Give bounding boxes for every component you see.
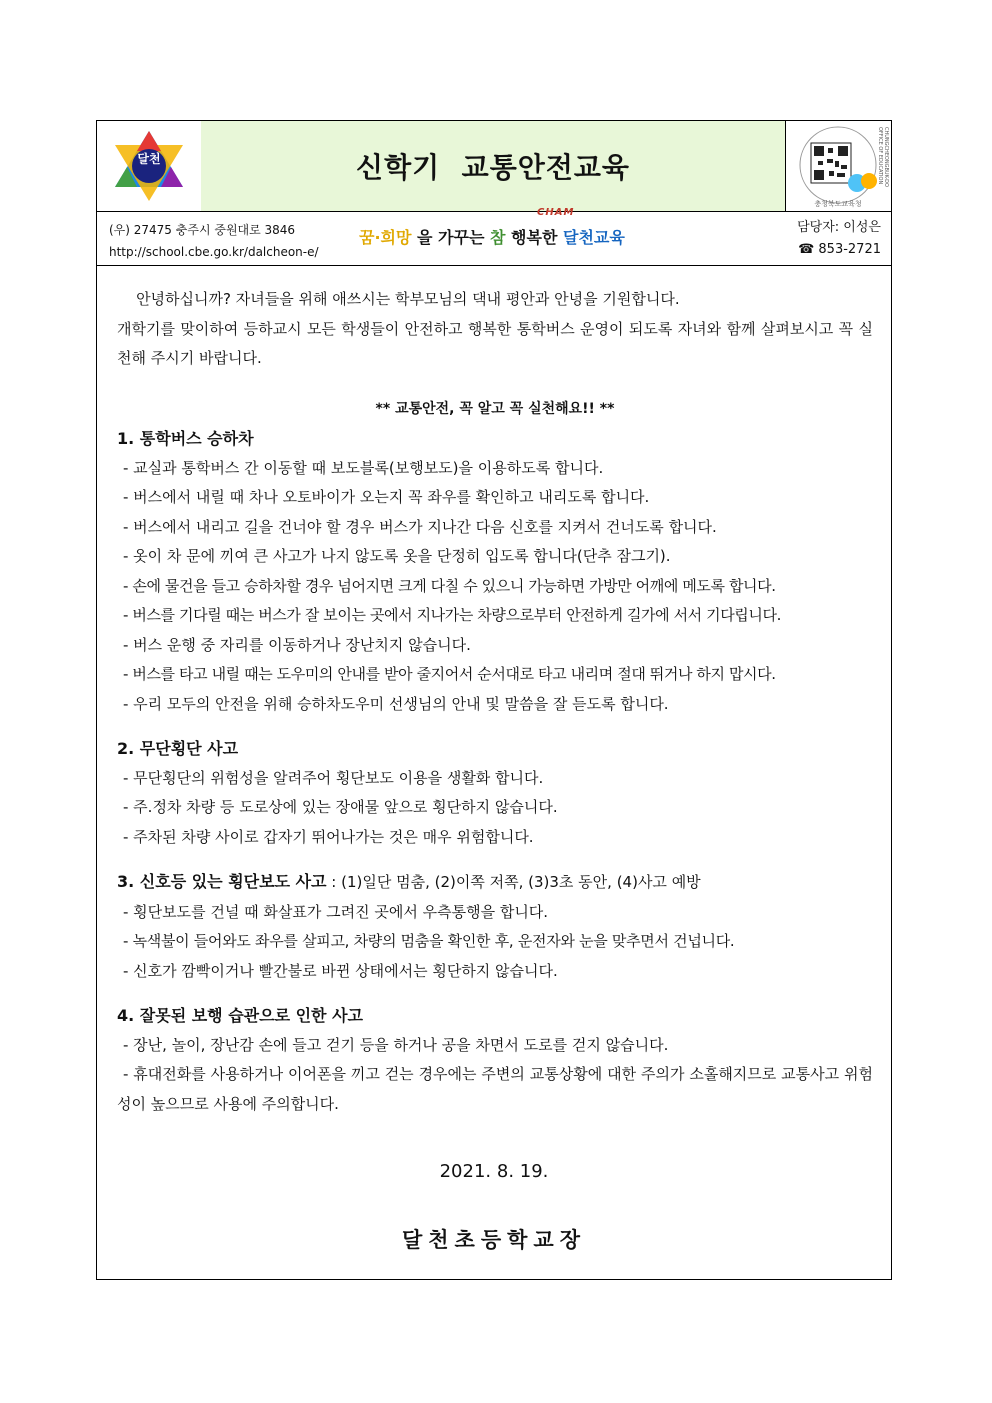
list-item: - 신호가 깜빡이거나 빨간불로 바뀐 상태에서는 횡단하지 않습니다. (123, 961, 558, 980)
section-3-title: 3. 신호등 있는 횡단보도 사고 (117, 872, 327, 891)
address-block (109, 219, 319, 263)
page-title: 신학기 교통안전교육 (356, 151, 630, 184)
document-frame (96, 120, 892, 1280)
section-4-title: 4. 잘못된 보행 습관으로 인한 사고 (117, 1006, 363, 1025)
list-item: - 휴대전화를 사용하거나 이어폰을 끼고 걷는 경우에는 주변의 교통상황에 대한 주의가 소홀해지므로 교통사고 위험성이 높으므로 사용에 주의합니다. (117, 1065, 873, 1113)
slogan-dalcheon: 달천교육 (562, 228, 625, 247)
section-1-title: 1. 통학버스 승하차 (117, 429, 254, 448)
section-3-suffix: : (1)일단 멈춤, (2)이쪽 저쪽, (3)3초 동안, (4)사고 예방 (326, 873, 701, 891)
slogan-grow: 을 가꾸는 (411, 228, 490, 247)
star-emblem-icon (97, 121, 201, 211)
list-item: - 장난, 놀이, 장난감 손에 들고 걷기 등을 하거나 공을 차면서 도로를 걷지 않습니다. (123, 1035, 669, 1054)
qr-logo (785, 121, 891, 211)
logo-text: 달천 (137, 152, 161, 166)
headline: ** 교통안전, 꼭 알고 꼭 실천해요!! ** (375, 400, 615, 417)
qr-org-label: CHUNGCHEONGBUK-DO OFFICE OF EDUCATION (877, 127, 889, 187)
school-url-link[interactable]: http://school.cbe.go.kr/dalcheon-e/ (109, 245, 319, 259)
slogan-happy: 행복한 (505, 228, 563, 247)
list-item: - 버스 운행 중 자리를 이동하거나 장난치지 않습니다. (123, 635, 471, 654)
list-item: - 버스를 타고 내릴 때는 도우미의 안내를 받아 줄지어서 순서대로 타고 내리며 절대 뛰거나 하지 맙시다. (123, 665, 776, 683)
school-logo (97, 121, 202, 211)
section-2-title: 2. 무단횡단 사고 (117, 739, 239, 758)
intro-line-1: 안녕하십니까? 자녀들을 위해 애쓰시는 학부모님의 댁내 평안과 안녕을 기원합니다. (117, 290, 680, 308)
title-cell (201, 121, 786, 211)
qr-code-icon (785, 121, 891, 211)
slogan-true: 참 (490, 228, 506, 247)
section-3-heading (117, 867, 873, 898)
intro-line-2: 개학기를 맞이하여 등하교시 모든 학생들이 안전하고 행복한 통학버스 운영이 되도록 자녀와 함께 살펴보시고 꼭 실천해 주시기 바랍니다. (117, 319, 873, 367)
phone-number: ☎ 853-2721 (798, 242, 881, 257)
list-item: - 횡단보도를 건널 때 화살표가 그려진 곳에서 우측통행을 합니다. (123, 902, 549, 921)
list-item: - 옷이 차 문에 끼여 큰 사고가 나지 않도록 옷을 단정히 입도록 합니다(단추 잠그기). (123, 547, 671, 565)
list-item: - 버스를 기다릴 때는 버스가 잘 보이는 곳에서 지나가는 차량으로부터 안전하게 길가에 서서 기다립니다. (123, 606, 781, 624)
document-date: 2021. 8. 19. (439, 1161, 549, 1182)
list-item: - 주차된 차량 사이로 갑자기 뛰어나가는 것은 매우 위험합니다. (123, 827, 534, 846)
list-item: - 주.정차 차량 등 도로상에 있는 장애물 앞으로 횡단하지 않습니다. (123, 798, 558, 816)
contact-block (797, 217, 881, 261)
qr-org-label-kr: 충청북도교육청 (814, 200, 862, 208)
postal-address: (우) 27475 충주시 중원대로 3846 (109, 223, 296, 237)
slogan (359, 207, 625, 248)
body-content (117, 285, 873, 1119)
list-item: - 우리 모두의 안전을 위해 승하차도우미 선생님의 안내 및 말씀을 잘 듣도록 합니다. (123, 694, 669, 713)
list-item: - 버스에서 내리고 길을 건너야 할 경우 버스가 지나간 다음 신호를 지켜서 건너도록 합니다. (123, 517, 717, 536)
list-item: - 교실과 통학버스 간 이동할 때 보도블록(보행보도)을 이용하도록 합니다. (123, 458, 604, 477)
list-item: - 손에 물건을 들고 승하차할 경우 넘어지면 크게 다칠 수 있으니 가능하면 가방만 어깨에 메도록 합니다. (123, 576, 776, 595)
list-item: - 무단횡단의 위험성을 알려주어 횡단보도 이용을 생활화 합니다. (123, 768, 544, 787)
list-item: - 버스에서 내릴 때 차나 오토바이가 오는지 꼭 좌우를 확인하고 내리도록 합니다. (123, 488, 650, 506)
slogan-dream: 꿈·희망 (359, 228, 412, 247)
contact-person: 담당자: 이성은 (797, 220, 881, 235)
signature: 달천초등학교장 (401, 1228, 586, 1252)
slogan-cham: CHAM (537, 207, 575, 218)
list-item: - 녹색불이 들어와도 좌우를 살피고, 차량의 멈춤을 확인한 후, 운전자와 눈을 맞추면서 건넙니다. (123, 932, 735, 950)
header (97, 121, 891, 212)
